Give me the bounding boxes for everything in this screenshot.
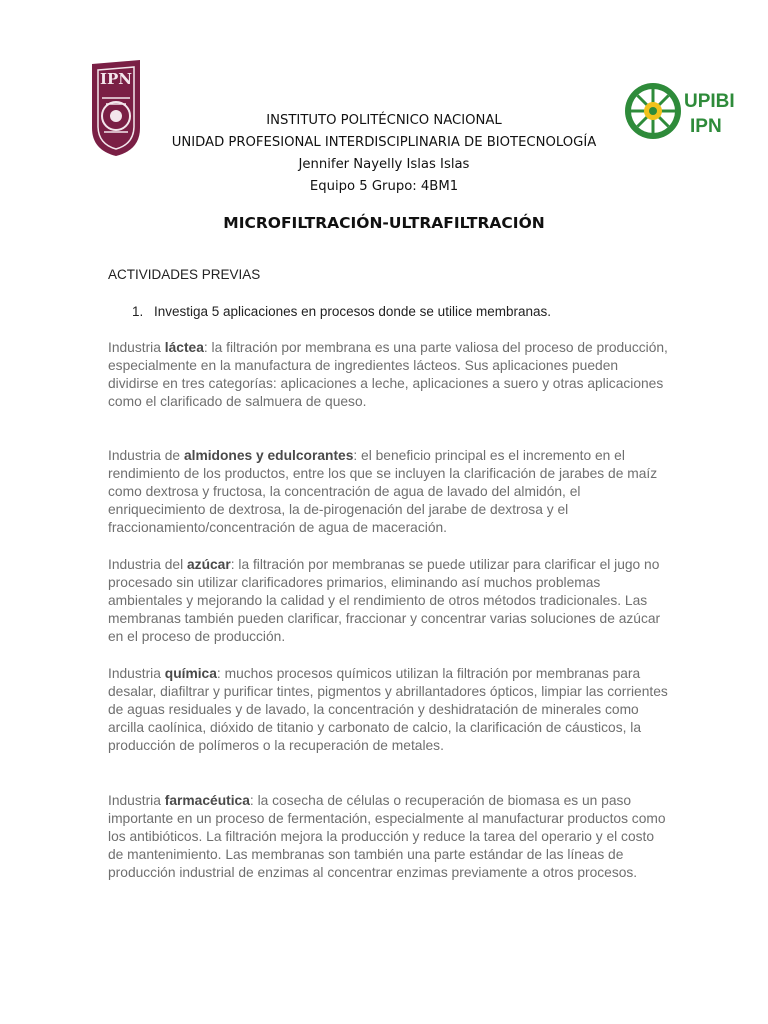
unit-name: UNIDAD PROFESIONAL INTERDISCIPLINARIA DE BIOTECNOLOGÍA bbox=[171, 135, 597, 150]
document-title: MICROFILTRACIÓN-ULTRAFILTRACIÓN bbox=[223, 214, 545, 232]
para-prefix: Industria bbox=[108, 666, 165, 681]
para-prefix: Industria bbox=[108, 793, 165, 808]
upibi-logo-line1: UPIBI bbox=[684, 91, 735, 112]
para-keyword: farmacéutica bbox=[164, 793, 250, 808]
para-keyword: almidones y edulcorantes bbox=[183, 448, 354, 463]
author-name: Jennifer Nayelly Islas Islas bbox=[298, 157, 470, 172]
section-heading: ACTIVIDADES PREVIAS bbox=[108, 267, 261, 282]
question-text: Investiga 5 aplicaciones en procesos donde se utilice membranas. bbox=[154, 304, 551, 319]
paragraph-almidones bbox=[108, 447, 668, 537]
paragraph-lactea bbox=[108, 339, 668, 411]
question-item bbox=[132, 304, 551, 319]
ipn-logo-text: IPN bbox=[99, 70, 133, 88]
question-number: 1. bbox=[132, 304, 144, 319]
paragraph-quimica bbox=[108, 665, 668, 755]
para-prefix: Industria bbox=[108, 340, 165, 355]
para-prefix: Industria del bbox=[108, 557, 187, 572]
para-keyword: azúcar bbox=[187, 557, 231, 572]
institution-name: INSTITUTO POLITÉCNICO NACIONAL bbox=[266, 113, 502, 128]
para-keyword: química bbox=[164, 666, 217, 681]
paragraph-farmaceutica bbox=[108, 792, 668, 882]
para-text: : muchos procesos químicos utilizan la filtración por membranas para desalar, diafiltrar y purificar tintes, pigmentos y abrillantadores ópticos, limpiar las corrientes de aguas residuales y de lavado, la concentración y deshidratación de minerales como arcilla caolínica, dióxido de titanio y carbonato de calcio, la clarificación de cáusticos, la producción de polímeros o la recuperación de metales. bbox=[108, 666, 668, 753]
paragraph-azucar bbox=[108, 556, 668, 646]
para-text: : el beneficio principal es el incremento en el rendimiento de los productos, entre los que se incluyen la clarificación de jarabes de maíz como dextrosa y fructosa, la concentración de agua de lavado del almidón, el enriquecimiento de dextrosa, la de-pirogenación del jarabe de dextrosa y el fraccionamiento/concentración de agua de maceración. bbox=[108, 448, 658, 535]
para-text: : la filtración por membrana es una parte valiosa del proceso de producción, especialmente en la manufactura de ingredientes lácteos. Sus aplicaciones pueden dividirse en tres categorías: aplicaciones a leche, aplicaciones a suero y otras aplicaciones como el clarificado de salmuera de queso. bbox=[108, 340, 668, 409]
para-prefix: Industria de bbox=[108, 448, 184, 463]
para-keyword: láctea bbox=[164, 340, 204, 355]
team-group: Equipo 5 Grupo: 4BM1 bbox=[309, 179, 459, 194]
upibi-logo-line2: IPN bbox=[690, 116, 722, 137]
para-text: : la cosecha de células o recuperación de biomasa es un paso importante en un proceso de fermentación, especialmente al manufacturar productos como los antibióticos. La filtración mejora la producción y reduce la tarea del operario y el costo de mantenimiento. Las membranas son también una parte estándar de las líneas de producción industrial de enzimas al concentrar enzimas previamente a otros procesos. bbox=[108, 793, 666, 880]
para-text: : la filtración por membranas se puede utilizar para clarificar el jugo no procesado sin utilizar clarificadores primarios, eliminando así muchos problemas ambientales y mejorando la calidad y el rendimiento de otros métodos tradicionales. Las membranas también pueden clarificar, fraccionar y concentrar varias soluciones de azúcar en el proceso de producción. bbox=[108, 557, 661, 644]
document-header bbox=[0, 110, 768, 198]
